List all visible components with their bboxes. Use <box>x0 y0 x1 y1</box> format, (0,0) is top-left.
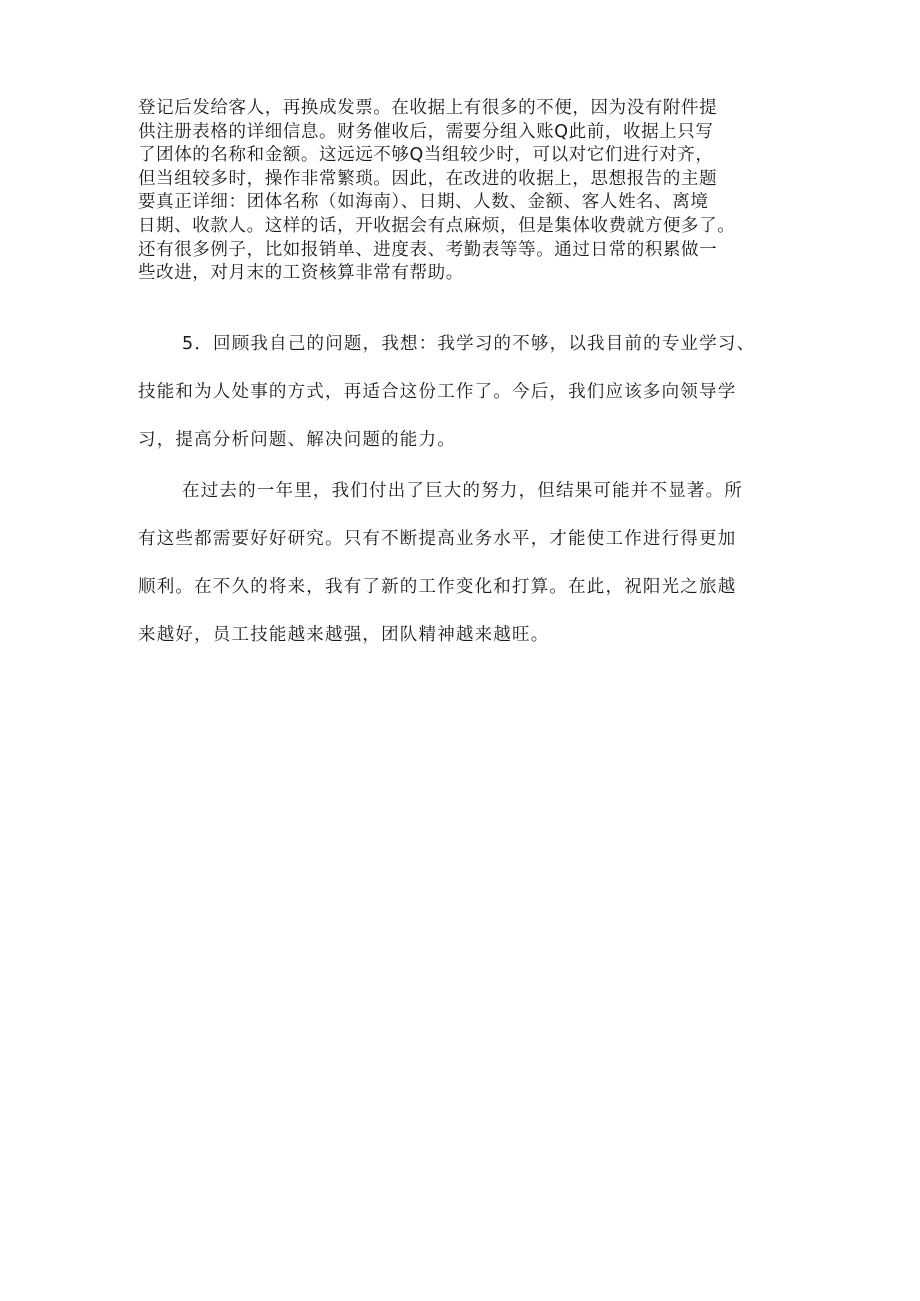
text-line: 有这些都需要好好研究。只有不断提高业务水平，才能使工作进行得更加 <box>138 529 737 549</box>
text-line: 来越好，员工技能越来越强，团队精神越来越旺。 <box>138 625 550 645</box>
paragraph-conclusion <box>138 479 798 671</box>
text-line: 技能和为人处事的方式，再适合这份工作了。今后，我们应该多向领导学 <box>138 382 737 402</box>
text-line: 日期、收款人。这样的话，开收据会有点麻烦，但是集体收费就方便多了。 <box>138 215 736 236</box>
text-line: 顺利。在不久的将来，我有了新的工作变化和打算。在此，祝阳光之旅越 <box>138 577 737 597</box>
text-line: 供注册表格的详细信息。财务催收后，需要分组入账Q此前，收据上只写 <box>138 121 714 142</box>
text-line: 但当组较多时，操作非常繁琐。因此，在改进的收据上，思想报告的主题 <box>138 168 718 189</box>
text-line: 还有很多例子，比如报销单、进度表、考勤表等等。通过日常的积累做一 <box>138 239 718 260</box>
paragraph-item-5 <box>138 332 798 476</box>
text-line: 些改进，对月末的工资核算非常有帮助。 <box>138 263 464 284</box>
text-line: 习，提高分析问题、解决问题的能力。 <box>138 430 456 450</box>
text-line: 在过去的一年里，我们付出了巨大的努力，但结果可能并不显著。所 <box>182 481 743 501</box>
paragraph-intro <box>138 97 798 286</box>
text-line: 要真正详细：团体名称（如海南）、日期、人数、金额、客人姓名、离境 <box>138 192 709 213</box>
text-line: 登记后发给客人，再换成发票。在收据上有很多的不便，因为没有附件提 <box>138 98 718 118</box>
text-line: 了团体的名称和金额。这远远不够Q当组较少时，可以对它们进行对齐， <box>138 145 714 166</box>
text-line: 5．回顾我自己的问题，我想：我学习的不够，以我目前的专业学习、 <box>182 334 756 354</box>
